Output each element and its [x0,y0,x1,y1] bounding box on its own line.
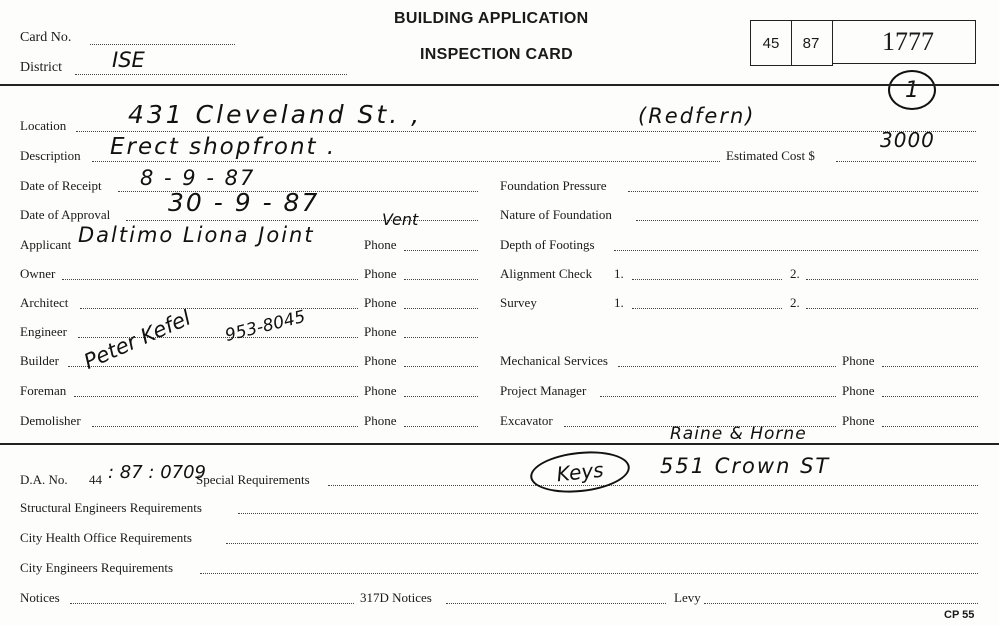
architect-phone-label: Phone [364,295,397,310]
da-no-value: : 87 : 0709 [108,462,207,483]
district-label: District [20,60,62,75]
foreman-phone-label: Phone [364,383,397,398]
structural-label: Structural Engineers Requirements [20,500,202,515]
excavator-note: Raine & Horne [670,424,807,444]
excavator-phone-label: Phone [842,413,875,428]
survey-label: Survey [500,295,537,310]
applicant-extra: Vent [382,210,419,229]
city-engineers-label: City Engineers Requirements [20,560,174,575]
estimated-cost-value: 3000 [880,128,935,152]
title-line-2: INSPECTION CARD [420,46,573,63]
applicant-phone-label: Phone [364,237,397,252]
description-value: Erect shopfront . [110,134,337,160]
architect-label: Architect [20,295,69,310]
demolisher-label: Demolisher [20,413,81,428]
owner-label: Owner [20,266,56,281]
card-number-box-3: 1777 [832,20,976,64]
alignment-check-label: Alignment Check [500,266,593,281]
keys-address: 551 Crown ST [660,454,831,478]
city-health-label: City Health Office Requirements [20,530,192,545]
circled-mark: 1 [888,70,936,110]
applicant-label: Applicant [20,237,72,252]
foreman-label: Foreman [20,383,67,398]
mechanical-phone-label: Phone [842,353,875,368]
survey-1-label: 1. [614,295,624,310]
description-label: Description [20,148,81,163]
builder-phone-label: Phone [364,353,397,368]
special-requirements-label: Special Requirements [196,472,310,487]
alignment-1-label: 1. [614,266,624,281]
card-number-box-1: 45 [750,20,792,66]
location-label: Location [20,118,67,133]
card-no-field [90,44,235,45]
survey-2-label: 2. [790,295,800,310]
location-value: 431 Cleveland St. , [128,100,423,129]
builder-phone-value: 953-8045 [223,306,308,346]
alignment-2-label: 2. [790,266,800,281]
builder-name: Peter Kefel [80,305,195,374]
da-no-label: D.A. No. [20,472,68,487]
foundation-pressure-label: Foundation Pressure [500,178,607,193]
title-line-1: BUILDING APPLICATION [394,10,589,27]
nature-foundation-label: Nature of Foundation [500,207,612,222]
owner-phone-label: Phone [364,266,397,281]
project-manager-label: Project Manager [500,383,587,398]
header-divider [0,84,999,86]
district-field [75,74,347,75]
excavator-label: Excavator [500,413,553,428]
location-suburb: (Redfern) [638,104,756,128]
project-manager-phone-label: Phone [842,383,875,398]
form-code: CP 55 [944,609,975,621]
card-no-label: Card No. [20,30,72,45]
date-approval-value: 30 - 9 - 87 [168,188,320,217]
estimated-cost-label: Estimated Cost $ [726,148,815,163]
section-divider [0,443,999,445]
depth-footings-label: Depth of Footings [500,237,595,252]
card-number-box-2: 87 [790,20,833,66]
builder-label: Builder [20,353,59,368]
levy-label: Levy [674,590,701,605]
engineer-label: Engineer [20,324,67,339]
date-receipt-label: Date of Receipt [20,178,102,193]
demolisher-phone-label: Phone [364,413,397,428]
mechanical-services-label: Mechanical Services [500,353,608,368]
date-receipt-value: 8 - 9 - 87 [140,166,256,190]
date-approval-label: Date of Approval [20,207,111,222]
notices-317d-label: 317D Notices [360,590,432,605]
notices-label: Notices [20,590,60,605]
applicant-value: Daltimo Liona Joint [78,223,315,247]
district-value: ISE [112,48,145,72]
da-no-prefix: 44 [89,472,102,487]
engineer-phone-label: Phone [364,324,397,339]
keys-circle: Keys [528,447,632,497]
